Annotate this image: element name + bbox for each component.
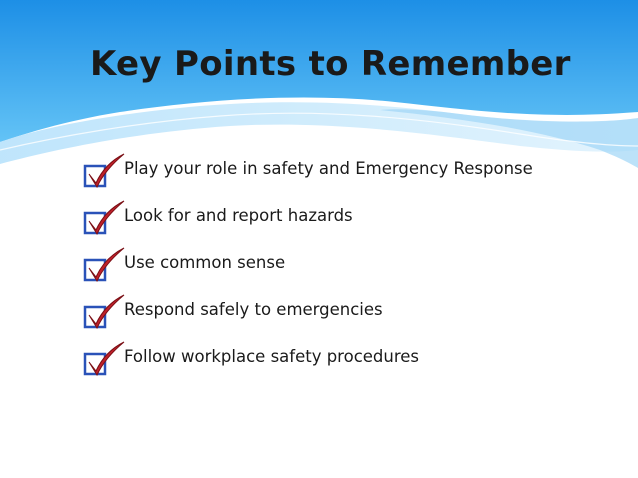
list-item [82, 338, 602, 385]
list-item-label: Look for and report hazards [124, 206, 353, 225]
checkbox-check-icon [82, 199, 128, 237]
checkbox-check-icon [82, 152, 128, 190]
key-points-list [82, 150, 602, 385]
list-item [82, 197, 602, 244]
list-item-label: Respond safely to emergencies [124, 300, 383, 319]
checkbox-check-icon [82, 293, 128, 331]
slide-title: Key Points to Remember [90, 44, 571, 84]
list-item [82, 291, 602, 338]
list-item-label: Play your role in safety and Emergency Response [124, 159, 533, 178]
list-item-label: Follow workplace safety procedures [124, 347, 420, 366]
checkbox-check-icon [82, 340, 128, 378]
list-item-label: Use common sense [124, 253, 286, 272]
list-item [82, 244, 602, 291]
checkbox-check-icon [82, 246, 128, 284]
list-item [82, 150, 602, 197]
